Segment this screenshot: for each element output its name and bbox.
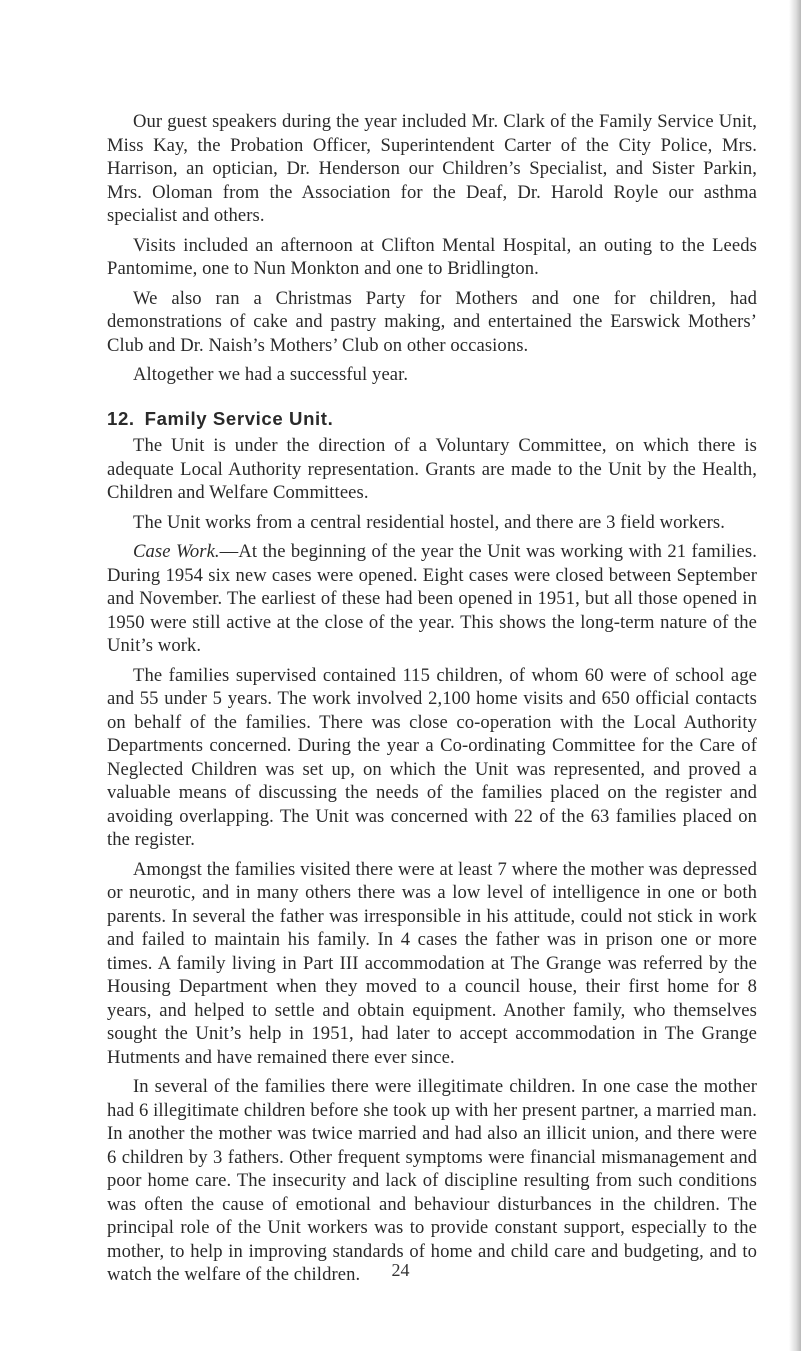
paragraph-families-supervised: The families supervised contained 115 children, of whom 60 were of school age and 55 under 5 years. The work involved 2,100 home visits and 650 official contacts on behalf of the families. There was close co-operation with the Local Authority Departments concerned. During the year a Co-ordinating Committee for the Care of Neglected Children was set up, on which the Unit was represented, and proved a valuable means of discussing the needs of the families placed on the register and avoiding overlapping. The Unit was concerned with 22 of the 63 families placed on the register.: [107, 664, 757, 850]
paragraph-case-work: [107, 540, 757, 658]
section-number: 12.: [107, 407, 135, 429]
case-work-label: Case Work.: [133, 541, 220, 562]
paragraph-illegitimate-children: In several of the families there were illegitimate children. In one case the mother had 6 illegitimate children before she took up with her present partner, a married man. In another the mother was twice married and had also an illicit union, and there were 6 children by 3 fathers. Other frequent symptoms were financial mismanagement and poor home care. The insecurity and lack of discipline resulting from such conditions was often the cause of emotional and behaviour disturbances in the children. The principal role of the Unit workers was to provide constant support, especially to the mother, to help in improving standards of home and child care and budgeting, and to watch the welfare of the children.: [107, 1076, 757, 1285]
section-title: Family Service Unit.: [144, 407, 334, 429]
case-work-text: —At the beginning of the year the Unit was working with 21 families. During 1954 six new cases were opened. Eight cases were closed between September and November. The earliest of these had been opened in 1951, but all those opened in 1950 were still active at the close of the year. This shows the long-term nature of the Unit’s work.: [107, 541, 757, 656]
paragraph-guest-speakers: Our guest speakers during the year included Mr. Clark of the Family Service Unit, Miss Kay, the Probation Officer, Superintendent Carter of the City Police, Mrs. Harrison, an optician, Dr. Henderson our Children’s Specialist, and Sister Parkin, Mrs. Oloman from the Association for the Deaf, Dr. Harold Royle our asthma specialist and others.: [107, 111, 757, 226]
paragraph-unit-hostel: The Unit works from a central residential hostel, and there are 3 field workers.: [133, 511, 725, 533]
paragraph-christmas-party: We also ran a Christmas Party for Mothers and one for children, had demonstrations of cake and pastry making, and entertained the Earswick Mothers’ Club and Dr. Naish’s Mothers’ Club on other occasions.: [107, 287, 757, 356]
document-body: [107, 110, 757, 1287]
paragraph-unit-direction: The Unit is under the direction of a Voluntary Committee, on which there is adequate Local Authority representation. Grants are made to the Unit by the Health, Children and Welfare Committees.: [107, 435, 757, 503]
page-edge-shadow: [789, 0, 801, 1351]
paragraph-successful-year: Altogether we had a successful year.: [133, 364, 409, 385]
page-number: 24: [391, 1260, 410, 1280]
section-heading: [107, 407, 757, 431]
paragraph-visits: Visits included an afternoon at Clifton Mental Hospital, an outing to the Leeds Pantomime, one to Nun Monkton and one to Bridlington.: [107, 234, 757, 279]
paragraph-families-visited: Amongst the families visited there were at least 7 where the mother was depressed or neurotic, and in many others there was a low level of intelligence in one or both parents. In several the father was irresponsible in his attitude, could not stick in work and failed to maintain his family. In 4 cases the father was in prison one or more times. A family living in Part III accommodation at The Grange was referred by the Housing Department when they moved to a council house, their first home for 8 years, and helped to settle and obtain equipment. Another family, who themselves sought the Unit’s help in 1951, had later to accept accommodation in The Grange Hutments and have remained there ever since.: [107, 858, 757, 1068]
